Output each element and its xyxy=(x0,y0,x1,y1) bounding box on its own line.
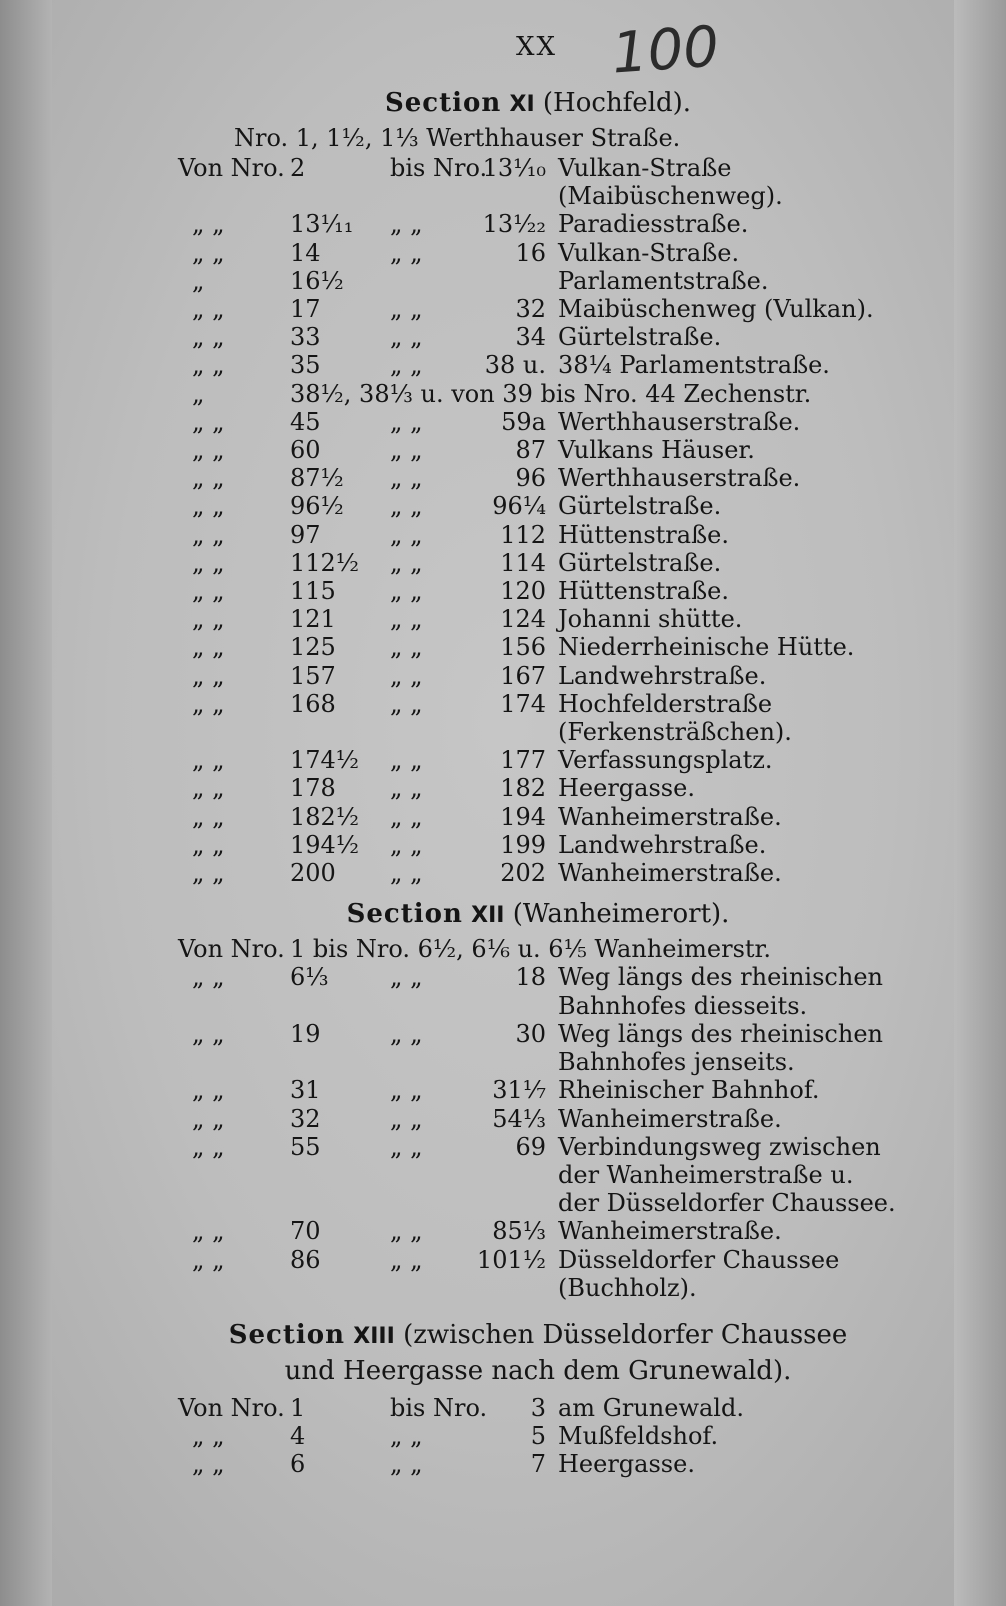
range-separator: „ „ xyxy=(390,351,423,380)
street-name: Mußfeldshof. xyxy=(558,1422,719,1451)
section-block xyxy=(178,899,898,1302)
range-separator: „ „ xyxy=(390,436,423,465)
directory-row xyxy=(178,963,898,1019)
directory-row xyxy=(178,1133,898,1218)
number-to: 114 xyxy=(500,548,546,577)
directory-row xyxy=(178,154,898,210)
directory-row xyxy=(178,464,898,492)
handwritten-page-number: 100 xyxy=(609,14,722,87)
number-from: 4 xyxy=(290,1422,306,1451)
section-title xyxy=(178,88,898,118)
directory-row xyxy=(178,1394,898,1422)
directory-row xyxy=(178,492,898,520)
number-from: 6 xyxy=(290,1450,306,1479)
directory-row xyxy=(178,803,898,831)
directory-row xyxy=(178,774,898,802)
range-separator: „ „ xyxy=(390,1019,423,1048)
row-prefix: Von Nro. xyxy=(178,1393,285,1422)
range-separator: „ „ xyxy=(390,492,423,521)
row-prefix: „ „ xyxy=(192,963,225,992)
range-separator: bis Nro. xyxy=(390,154,488,182)
directory-row xyxy=(178,210,898,238)
number-to: 30 xyxy=(515,1019,546,1048)
section-word: Section xyxy=(384,88,502,118)
row-text: 1 bis Nro. 6½, 6⅙ u. 6⅕ Wanheimerstr. xyxy=(290,935,772,964)
range-separator: „ „ xyxy=(390,548,423,577)
street-name: Wanheimerstraße. xyxy=(558,802,782,831)
street-name: Vulkans Häuser. xyxy=(558,436,755,465)
number-from: 125 xyxy=(290,633,336,662)
range-separator: „ „ xyxy=(390,577,423,606)
range-separator: „ „ xyxy=(390,633,423,662)
number-to: 5 xyxy=(530,1422,546,1451)
number-from: 16½ xyxy=(290,266,344,295)
street-name: Hüttenstraße. xyxy=(558,577,729,606)
row-prefix: „ „ xyxy=(192,464,225,493)
number-to: 96¼ xyxy=(492,492,546,521)
section-name: (zwischen Düsseldorfer Chaussee und Heergasse nach dem Grunewald). xyxy=(284,1319,848,1386)
range-separator: „ „ xyxy=(390,1245,423,1274)
number-from: 55 xyxy=(290,1132,321,1161)
range-separator: „ „ xyxy=(390,323,423,352)
number-from: 174½ xyxy=(290,746,360,775)
number-from: 157 xyxy=(290,661,336,690)
number-to: 156 xyxy=(500,633,546,662)
number-to: 174 xyxy=(500,689,546,718)
range-separator: „ „ xyxy=(390,1217,423,1246)
street-name: Heergasse. xyxy=(558,1450,695,1479)
number-to: 87 xyxy=(515,436,546,465)
number-to: 199 xyxy=(500,830,546,859)
street-name: Vulkan-Straße (Maibüschenweg). xyxy=(558,154,783,211)
number-from: 1 xyxy=(290,1393,306,1422)
number-from: 86 xyxy=(290,1245,321,1274)
row-prefix: „ „ xyxy=(192,577,225,606)
number-to: 96 xyxy=(515,464,546,493)
number-from: 115 xyxy=(290,577,336,606)
range-separator: „ „ xyxy=(390,1422,423,1451)
number-to: 18 xyxy=(515,963,546,992)
number-to: 34 xyxy=(515,323,546,352)
number-to: 101½ xyxy=(476,1245,546,1274)
number-from: 121 xyxy=(290,605,336,634)
row-prefix: „ „ xyxy=(192,1019,225,1048)
row-prefix: „ „ xyxy=(192,323,225,352)
row-prefix: „ „ xyxy=(192,238,225,267)
range-separator xyxy=(390,267,468,295)
directory-row xyxy=(178,1076,898,1104)
range-separator: „ „ xyxy=(390,830,423,859)
row-prefix: Von Nro. xyxy=(178,154,285,182)
row-prefix: „ „ xyxy=(192,548,225,577)
range-separator: „ „ xyxy=(390,520,423,549)
number-to: 124 xyxy=(500,605,546,634)
number-to: 7 xyxy=(530,1450,546,1479)
directory-row xyxy=(178,662,898,690)
number-to: 85⅓ xyxy=(492,1217,546,1246)
row-prefix: „ „ xyxy=(192,802,225,831)
number-from: 14 xyxy=(290,238,321,267)
number-to: 120 xyxy=(500,577,546,606)
row-prefix: „ „ xyxy=(192,436,225,465)
directory-row xyxy=(178,577,898,605)
number-from: 178 xyxy=(290,774,336,803)
street-name: Verfassungsplatz. xyxy=(558,746,773,775)
page-header xyxy=(0,14,1006,88)
range-separator: „ „ xyxy=(390,859,423,888)
street-name: Werthhauserstraße. xyxy=(558,464,801,493)
number-from: 19 xyxy=(290,1019,321,1048)
row-prefix: „ „ xyxy=(192,295,225,324)
street-name: Hüttenstraße. xyxy=(558,520,729,549)
street-name: Gürtelstraße. xyxy=(558,548,722,577)
number-to: 59a xyxy=(501,407,546,436)
directory-row xyxy=(178,549,898,577)
directory-row xyxy=(178,295,898,323)
directory-row xyxy=(178,1020,898,1076)
row-prefix: „ „ xyxy=(192,407,225,436)
directory-row xyxy=(178,746,898,774)
row-prefix: „ „ xyxy=(192,1132,225,1161)
row-prefix: „ „ xyxy=(192,774,225,803)
directory-row xyxy=(178,690,898,746)
number-from: 96½ xyxy=(290,492,344,521)
section-name: (Hochfeld). xyxy=(542,88,692,118)
number-from: 32 xyxy=(290,1104,321,1133)
row-prefix: „ xyxy=(192,266,205,295)
section-number: XII xyxy=(471,903,505,929)
directory-row xyxy=(178,831,898,859)
row-prefix: Von Nro. xyxy=(178,935,285,964)
number-to: 194 xyxy=(500,802,546,831)
row-prefix: „ „ xyxy=(192,1450,225,1479)
section-block xyxy=(178,1318,898,1479)
page-right-edge-shadow xyxy=(954,0,1006,1606)
street-name: Weg längs des rheinischen Bahnhofes jenseits. xyxy=(558,1019,883,1077)
street-name: Wanheimerstraße. xyxy=(558,1104,782,1133)
street-name: Werthhauserstraße. xyxy=(558,407,801,436)
number-to: 54⅓ xyxy=(492,1104,546,1133)
number-to: 177 xyxy=(500,746,546,775)
row-prefix: „ „ xyxy=(192,689,225,718)
number-from: 70 xyxy=(290,1217,321,1246)
number-to: 167 xyxy=(500,661,546,690)
street-name: Düsseldorfer Chaussee (Buchholz). xyxy=(558,1245,840,1302)
range-separator: „ „ xyxy=(390,238,423,267)
range-separator: „ „ xyxy=(390,605,423,634)
range-separator: bis Nro. xyxy=(390,1393,488,1422)
street-name: Gürtelstraße. xyxy=(558,323,722,352)
range-separator: „ „ xyxy=(390,1076,423,1105)
range-separator: „ „ xyxy=(390,1104,423,1133)
street-name: Maibüschenweg (Vulkan). xyxy=(558,295,874,324)
range-separator: „ „ xyxy=(390,963,423,992)
directory-row xyxy=(178,1105,898,1133)
section-number: XIII xyxy=(353,1323,395,1349)
range-separator: „ „ xyxy=(390,1132,423,1161)
directory-row xyxy=(178,323,898,351)
number-to: 69 xyxy=(515,1132,546,1161)
directory-row xyxy=(178,267,898,295)
number-from: 35 xyxy=(290,351,321,380)
number-from: 60 xyxy=(290,436,321,465)
directory-row xyxy=(178,1422,898,1450)
street-directory xyxy=(178,88,898,1479)
street-name: Parlamentstraße. xyxy=(558,266,769,295)
number-to: 31⅐ xyxy=(492,1076,546,1105)
row-prefix: „ „ xyxy=(192,661,225,690)
directory-row xyxy=(178,521,898,549)
row-prefix: „ „ xyxy=(192,1422,225,1451)
number-from: 168 xyxy=(290,689,336,718)
row-prefix: „ „ xyxy=(192,1245,225,1274)
directory-row xyxy=(178,605,898,633)
number-to: 182 xyxy=(500,774,546,803)
row-prefix: „ „ xyxy=(192,1217,225,1246)
number-from: 97 xyxy=(290,520,321,549)
section-number: XI xyxy=(509,92,535,117)
range-separator: „ „ xyxy=(390,295,423,324)
street-name: Wanheimerstraße. xyxy=(558,1217,782,1246)
number-from: 6⅓ xyxy=(290,963,329,992)
row-text: 38½, 38⅓ u. von 39 bis Nro. 44 Zechenstr. xyxy=(290,379,812,408)
row-prefix: „ „ xyxy=(192,830,225,859)
row-prefix: „ „ xyxy=(192,605,225,634)
range-separator: „ „ xyxy=(390,464,423,493)
row-prefix: „ „ xyxy=(192,746,225,775)
number-to: 112 xyxy=(500,520,546,549)
row-prefix: „ „ xyxy=(192,633,225,662)
directory-row xyxy=(178,935,898,963)
page-left-edge-shadow xyxy=(0,0,52,1606)
section-block xyxy=(178,88,898,887)
number-from: 194½ xyxy=(290,830,360,859)
street-name: Heergasse. xyxy=(558,774,695,803)
row-prefix: „ „ xyxy=(192,859,225,888)
row-prefix: „ „ xyxy=(192,492,225,521)
number-to: 202 xyxy=(500,859,546,888)
number-to: 32 xyxy=(515,295,546,324)
row-prefix: „ „ xyxy=(192,1076,225,1105)
number-from: 112½ xyxy=(290,548,360,577)
directory-row xyxy=(178,239,898,267)
directory-row xyxy=(178,1217,898,1245)
directory-row xyxy=(178,1246,898,1302)
range-separator: „ „ xyxy=(390,802,423,831)
range-separator: „ „ xyxy=(390,407,423,436)
street-name: Landwehrstraße. xyxy=(558,661,767,690)
number-from: 13¹⁄₁₁ xyxy=(290,210,354,239)
row-prefix: „ xyxy=(192,379,205,408)
number-to xyxy=(468,267,558,295)
section-intro: Nro. 1, 1½, 1⅓ Werthhauser Straße. xyxy=(234,124,681,152)
section-title xyxy=(178,1318,898,1388)
number-from: 33 xyxy=(290,323,321,352)
range-separator: „ „ xyxy=(390,210,423,239)
directory-row xyxy=(178,408,898,436)
directory-row xyxy=(178,436,898,464)
street-name: Landwehrstraße. xyxy=(558,830,767,859)
section-name: (Wanheimerort). xyxy=(512,899,730,930)
directory-row xyxy=(178,633,898,661)
street-name: Vulkan-Straße. xyxy=(558,238,740,267)
section-title xyxy=(178,899,898,929)
number-from: 17 xyxy=(290,295,321,324)
street-name: Hochfelderstraße (Ferkensträßchen). xyxy=(558,689,792,747)
number-to: 13¹⁄₂₂ xyxy=(482,210,546,239)
street-name: Weg längs des rheinischen Bahnhofes diesseits. xyxy=(558,963,883,1020)
page-number: XX xyxy=(516,32,558,62)
directory-row xyxy=(178,859,898,887)
street-name: Wanheimerstraße. xyxy=(558,859,782,888)
row-prefix: „ „ xyxy=(192,210,225,239)
number-from: 87½ xyxy=(290,464,344,493)
section-word: Section xyxy=(346,899,463,930)
street-name: Niederrheinische Hütte. xyxy=(558,633,855,662)
row-prefix: „ „ xyxy=(192,520,225,549)
directory-row xyxy=(178,351,898,379)
number-from: 45 xyxy=(290,407,321,436)
number-from: 182½ xyxy=(290,802,360,831)
row-prefix: „ „ xyxy=(192,351,225,380)
street-name: am Grunewald. xyxy=(558,1393,744,1422)
street-name: Verbindungsweg zwischen der Wanheimerstraße u. der Düsseldorfer Chaussee. xyxy=(558,1132,896,1218)
number-from: 31 xyxy=(290,1076,321,1105)
row-prefix: „ „ xyxy=(192,1104,225,1133)
number-from: 200 xyxy=(290,859,336,888)
number-to: 3 xyxy=(530,1393,546,1422)
directory-row xyxy=(178,380,898,408)
street-name: Johanni shütte. xyxy=(558,605,743,634)
number-from: 2 xyxy=(290,154,306,182)
section-word: Section xyxy=(228,1319,345,1350)
range-separator: „ „ xyxy=(390,774,423,803)
street-name: Gürtelstraße. xyxy=(558,492,722,521)
street-name: 38¼ Parlamentstraße. xyxy=(558,351,830,380)
number-to: 16 xyxy=(515,238,546,267)
range-separator: „ „ xyxy=(390,661,423,690)
street-name: Rheinischer Bahnhof. xyxy=(558,1076,820,1105)
street-name: Paradiesstraße. xyxy=(558,210,749,239)
number-to: 38 u. xyxy=(484,351,546,380)
range-separator: „ „ xyxy=(390,689,423,718)
directory-row xyxy=(178,1450,898,1478)
range-separator: „ „ xyxy=(390,746,423,775)
range-separator: „ „ xyxy=(390,1450,423,1479)
number-to: 13¹⁄₁₀ xyxy=(482,154,546,182)
